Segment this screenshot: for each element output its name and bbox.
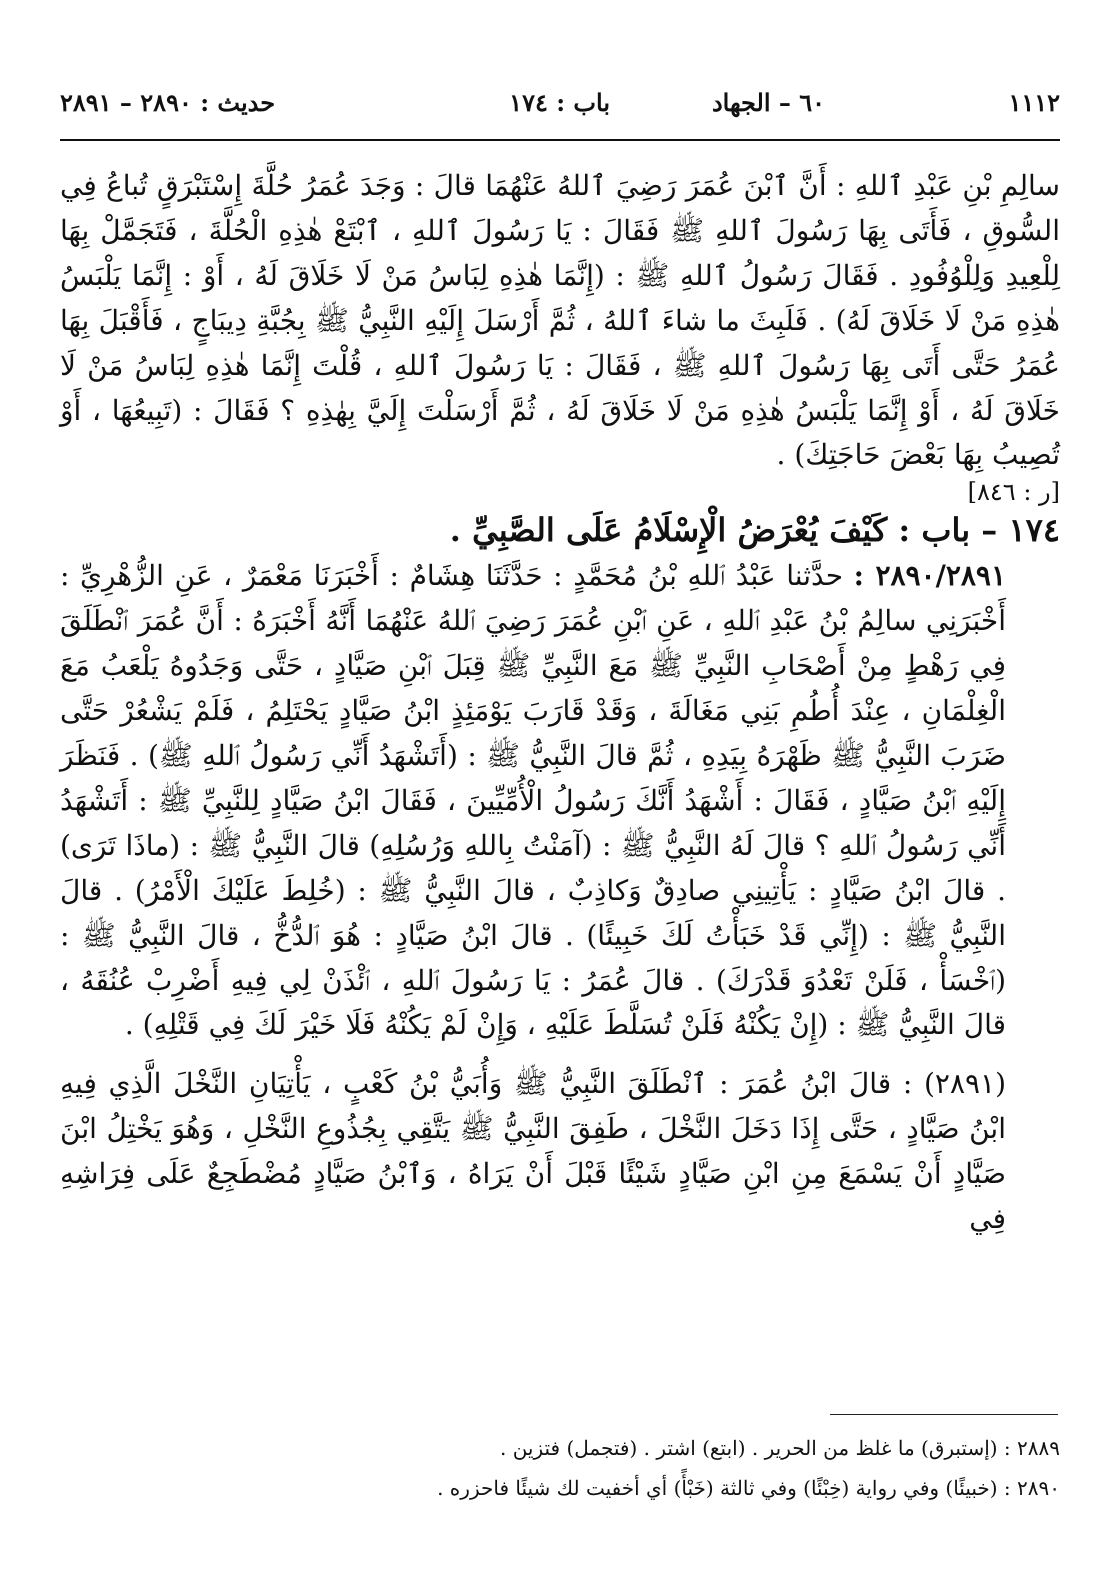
main-text (60, 164, 1060, 1242)
hadith-2890-number: ٢٨٩٠/٢٨٩١ : (853, 559, 1006, 593)
running-header (60, 88, 1060, 128)
hadith-range: حديث : ٢٨٩٠ – ٢٨٩١ (60, 88, 276, 117)
chapter-heading: ١٧٤ – باب : كَيْفَ يُعْرَضُ الْإِسْلَامُ عَلَى الصَّبِيِّ . (449, 511, 1060, 550)
book-title: ٦٠ – الجهاد (711, 88, 825, 117)
hadith-2890-text: حدَّثنا عَبْدُ ٱللهِ بْنُ مُحَمَّدٍ : حَدَّثَنَا هِشَامٌ : أَخْبَرَنَا مَعْمَرٌ ، عَنِ الزُّهْرِيِّ : أَخْبَرَنِي سالِمُ بْنُ عَبْدِ ٱللهِ ، عَنِ ٱبْنِ عُمَرَ رَضِيَ ٱللهُ عَنْهُمَا أَنَّهُ أَخْبَرَهُ : أَنَّ عُمَرَ ٱنْطَلَقَ فِي رَهْطٍ مِنْ أَصْحَابِ النَّبِيِّ ﷺ مَعَ النَّبِيِّ ﷺ قِبَلَ ٱبْنِ صَيَّادٍ ، حَتَّى وَجَدُوهُ يَلْعَبُ مَعَ الْغِلْمَانِ ، عِنْدَ أُطُمِ بَنِي مَغَالَةَ ، وَقَدْ قَارَبَ يَوْمَئِذٍ ابْنُ صَيَّادٍ يَحْتَلِمُ ، فَلَمْ يَشْعُرْ حَتَّى ضَرَبَ النَّبِيُّ ﷺ ظَهْرَهُ بِيَدِهِ ، ثُمَّ قالَ النَّبِيُّ ﷺ : (أَتَشْهَدُ أَنِّي رَسُولُ ٱللهِ ﷺ) . فَنَظَرَ إِلَيْهِ ٱبْنُ صَيَّادٍ ، فَقَالَ : أَشْهَدُ أَنَّكَ رَسُولُ الْأُمِّيِّينَ ، فَقَالَ ابْنُ صَيَّادٍ لِلنَّبِيِّ ﷺ : أَتَشْهَدُ أَنِّي رَسُولُ ٱللهِ ؟ قالَ لَهُ النَّبِيُّ ﷺ : (آمَنْتُ بِاللهِ وَرُسُلِهِ) قالَ النَّبِيُّ ﷺ : (ماذَا تَرَى) . قالَ ابْنُ صَيَّادٍ : يَأْتِينِي صادِقٌ وَكاذِبٌ ، قالَ النَّبِيُّ ﷺ : (خُلِطَ عَلَيْكَ الْأَمْرُ) . قالَ النَّبِيُّ ﷺ : (إِنِّي قَدْ خَبَأْتُ لَكَ خَبِيئًا) . قالَ ابْنُ صَيَّادٍ : هُوَ ٱلدُّخُّ ، قالَ النَّبِيُّ ﷺ : (ٱخْسَأْ ، فَلَنْ تَعْدُوَ قَدْرَكَ) . قالَ عُمَرُ : يَا رَسُولَ ٱللهِ ، ٱئْذَنْ لِي فِيهِ أَضْرِبْ عُنُقَهُ ، قالَ النَّبِيُّ ﷺ : (إِنْ يَكُنْهُ فَلَنْ تُسَلَّطَ عَلَيْهِ ، وَإِنْ لَمْ يَكُنْهُ فَلَا خَيْرَ لَكَ فِي قَتْلِهِ) . (60, 559, 1006, 1042)
hadith-2891-number: (٢٨٩١) : (902, 1067, 1006, 1101)
footnote-2890: ٢٨٩٠ : (خبيئًا) وفي رواية (خِبْئًا) وفي ثالثة (خَبْأً) أي أخفيت لك شيئًا فاحزره . (437, 1476, 1060, 1500)
hadith-2891-paragraph (60, 1062, 1060, 1242)
header-divider (60, 139, 1060, 141)
footnotes (60, 1428, 1060, 1508)
previous-hadith-text: سالِمِ بْنِ عَبْدِ ٱللهِ : أَنَّ ٱبْنَ عُمَرَ رَضِيَ ٱللهُ عَنْهُمَا قالَ : وَجَدَ عُمَرُ حُلَّةَ إِسْتَبْرَقٍ تُباعُ فِي السُّوقِ ، فَأَتَى بِهَا رَسُولَ ٱللهِ ﷺ فَقَالَ : يَا رَسُولَ ٱللهِ ، ٱبْتَعْ هٰذِهِ الْحُلَّةَ ، فَتَجَمَّلْ بِهَا لِلْعِيدِ وَلِلْوُفُودِ . فَقَالَ رَسُولُ ٱللهِ ﷺ : (إِنَّمَا هٰذِهِ لِبَاسُ مَنْ لَا خَلَاقَ لَهُ ، أَوْ : إِنَّمَا يَلْبَسُ هٰذِهِ مَنْ لَا خَلَاقَ لَهُ) . فَلَبِثَ ما شاءَ ٱللهُ ، ثُمَّ أَرْسَلَ إِلَيْهِ النَّبِيُّ ﷺ بِجُبَّةِ دِيبَاجٍ ، فَأَقْبَلَ بِهَا عُمَرُ حَتَّى أَتَى بِهَا رَسُولَ ٱللهِ ﷺ ، فَقَالَ : يَا رَسُولَ ٱللهِ ، قُلْتَ إِنَّمَا هٰذِهِ لِبَاسُ مَنْ لَا خَلَاقَ لَهُ ، أَوْ إِنَّمَا يَلْبَسُ هٰذِهِ مَنْ لَا خَلَاقَ لَهُ ، ثُمَّ أَرْسَلْتَ إِلَيَّ بِهٰذِهِ ؟ فَقَالَ : (تَبِيعُهَا ، أَوْ تُصِيبُ بِهَا بَعْضَ حَاجَتِكَ) . (60, 169, 1060, 472)
hadith-2890-paragraph (60, 554, 1060, 1048)
footnote-divider (830, 1414, 1058, 1415)
chapter-number: باب : ١٧٤ (509, 88, 610, 117)
cross-reference: [ر : ٨٤٦] (967, 478, 1060, 507)
hadith-2891-text: قالَ ابْنُ عُمَرَ : ٱنْطَلَقَ النَّبِيُّ ﷺ وَأُبَيُّ بْنُ كَعْبٍ ، يَأْتِيَانِ النَّخْلَ الَّذِي فِيهِ ابْنُ صَيَّادٍ ، حَتَّى إِذَا دَخَلَ النَّخْلَ ، طَفِقَ النَّبِيُّ ﷺ يَتَّقِي بِجُذُوعِ النَّخْلِ ، وَهُوَ يَخْتِلُ ابْنَ صَيَّادٍ أَنْ يَسْمَعَ مِنِ ابْنِ صَيَّادٍ شَيْئًا قَبْلَ أَنْ يَرَاهُ ، وَٱبْنُ صَيَّادٍ مُضْطَجِعٌ عَلَى فِرَاشِهِ فِي (60, 1067, 1006, 1236)
book-page (60, 0, 1060, 1585)
footnote-2889: ٢٨٨٩ : (إستبرق) ما غلظ من الحرير . (ابتع) اشتر . (فتجمل) فتزين . (499, 1436, 1060, 1460)
page-number: ١١١٢ (1008, 88, 1060, 117)
